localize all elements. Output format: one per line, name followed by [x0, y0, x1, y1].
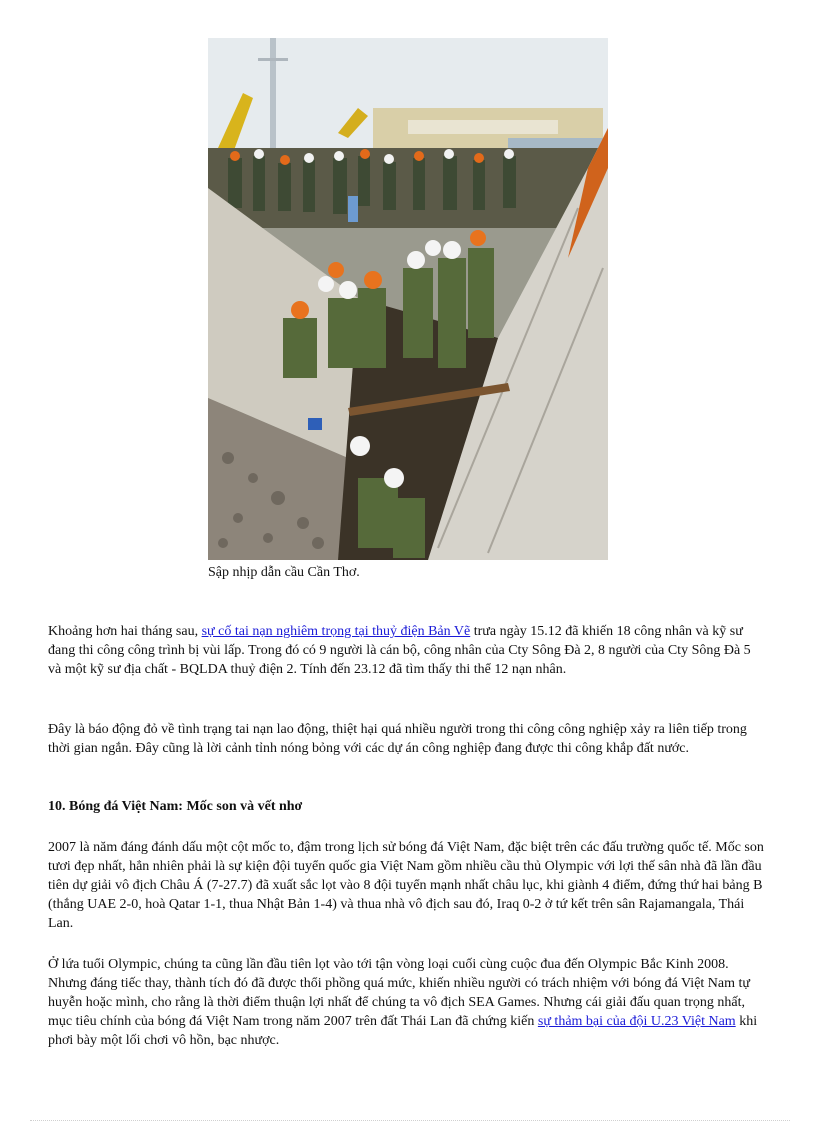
- paragraph-football-milestone: 2007 là năm đáng đánh dấu một cột mốc to, đậm trong lịch sử bóng đá Việt Nam, đặc biệt trên các đấu trường quốc tế. Mốc son tươi đẹp nhất, hẳn nhiên phải là sự kiện đội tuyển quốc gia Việt Nam gồm nhiều cầu thủ Olympic với lợi thế sân nhà đã lần đầu tiên dự giải vô địch Châu Á (7-27.7) đã xuất sắc lọt vào 8 đội tuyển mạnh nhất châu lục, khi giành 4 điểm, đứng thứ hai bảng B (thắng UAE 2-0, hoà Qatar 1-1, thua Nhật Bản 1-4) và thua nhà vô địch sau đó, Iraq 0-2 ở tứ kết trên sân Rajamangala, Thái Lan.: [48, 840, 764, 931]
- paragraph4-text-start: Ở lứa tuổi Olympic, chúng ta cũng lần đầu tiên lọt vào tới tận vòng loại cuối cùng cuộc đua đến Olympic Bắc Kinh 2008. Nhưng đáng tiếc thay, thành tích đó đã được thổi phồng quá mức, khiến nhiều người có trách nhiệm với bóng đá Việt Nam tự huyễn hoặc mình, cho rằng là thời điểm thuận lợi nhất để chúng ta vô địch SEA Games. Nhưng cái giải đấu quan trọng nhất, mục tiêu chính của bóng đá Việt Nam trong năm 2007 trên đất Thái Lan đã chứng kiến: [48, 957, 750, 1029]
- rescue-scene-illustration: [208, 38, 608, 560]
- page-bottom-divider: [30, 1120, 790, 1121]
- paragraph1-text-end: trưa ngày 15.12 đã khiến 18 công nhân và kỹ sư đang thi công công trình bị vùi lấp. Trong đó có 9 người là cán bộ, công nhân của Cty Sông Đà 2, 8 người của Cty Sông Đà 5 và một kỹ sư địa chất - BQLDA thuỷ điện 2. Tính đến 23.12 đã tìm thấy thi thể 12 nạn nhân.: [48, 624, 751, 677]
- paragraph-ban-ve-accident: [48, 622, 764, 679]
- paragraph-red-alert: Đây là báo động đỏ về tình trạng tai nạn lao động, thiệt hại quá nhiều người trong thi công công nghiệp xảy ra liên tiếp trong thời gian ngắn. Đây cũng là lời cảnh tỉnh nóng bỏng với các dự án công nghiệp đang được thi công khắp đất nước.: [48, 722, 747, 756]
- ban-ve-accident-link[interactable]: sự cố tai nạn nghiêm trọng tại thuỷ điện Bản Vẽ: [201, 624, 471, 639]
- section-heading-football: 10. Bóng đá Việt Nam: Mốc son và vết nhơ: [48, 799, 303, 814]
- photo-caption: Sập nhịp dẫn cầu Cần Thơ.: [208, 565, 360, 580]
- u23-defeat-link[interactable]: sự thảm bại của đội U.23 Việt Nam: [537, 1014, 736, 1029]
- paragraph-olympic-seagames: [48, 955, 764, 1050]
- bridge-collapse-photo: [208, 38, 608, 560]
- paragraph4-text-end: khi phơi bày một lối chơi vô hồn, bạc nhược.: [48, 1014, 758, 1048]
- paragraph1-text-start: Khoảng hơn hai tháng sau,: [48, 624, 202, 639]
